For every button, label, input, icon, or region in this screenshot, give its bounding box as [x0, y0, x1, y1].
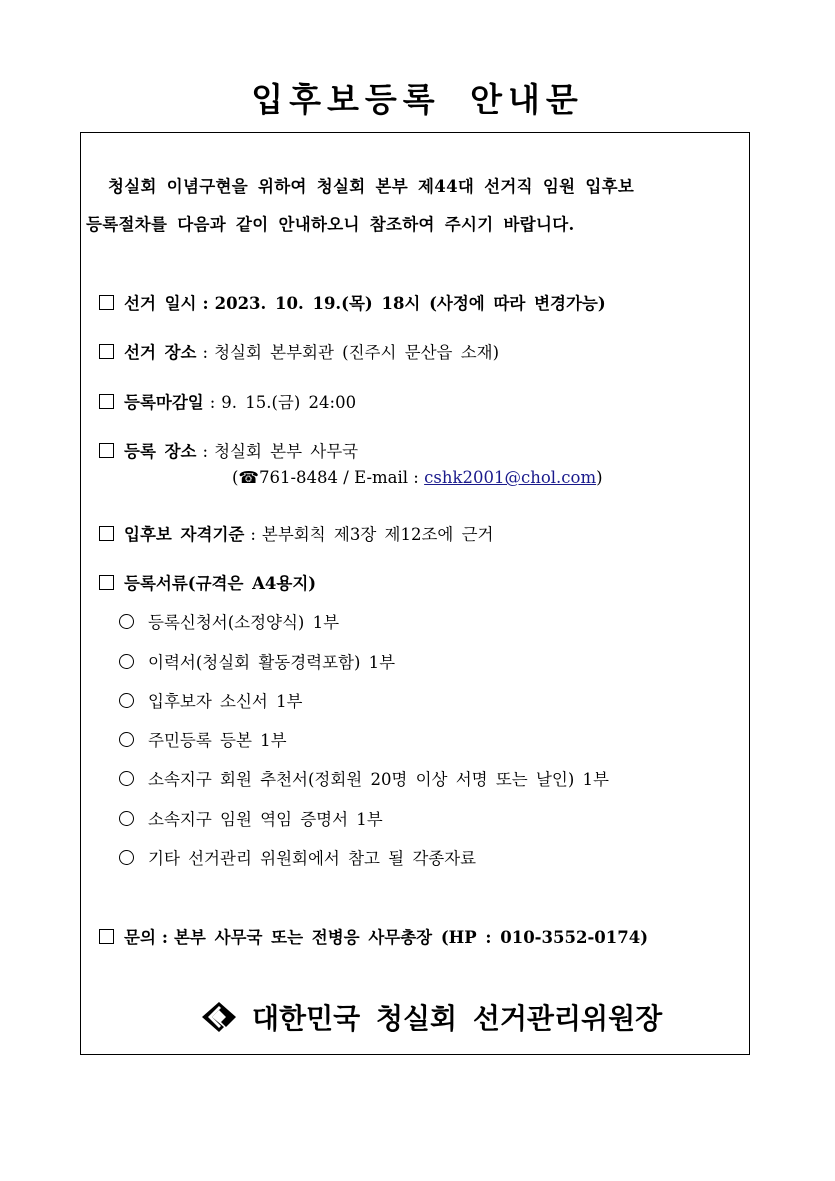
item-label: 등록마감일 [124, 393, 204, 412]
contact-line [232, 468, 603, 487]
email-link[interactable]: cshk2001@chol.com [424, 468, 597, 487]
item-label: 선거 일시 [124, 294, 197, 313]
intro-line-1: 청실회 이념구현을 위하여 청실회 본부 제44대 선거직 임원 입후보 [108, 177, 635, 196]
item-election-date [99, 290, 606, 314]
page-title: 입후보등록 안내문 [251, 80, 584, 119]
circle-bullet-icon [119, 732, 134, 747]
checkbox-icon [99, 575, 114, 590]
circle-bullet-icon [119, 811, 134, 826]
circle-bullet-icon [119, 850, 134, 865]
item-label: 문의 [124, 928, 156, 947]
document-text: 소속지구 임원 역임 증명서 1부 [148, 810, 383, 829]
item-value: 본부회칙 제3장 제12조에 근거 [261, 525, 494, 544]
circle-bullet-icon [119, 771, 134, 786]
document-item [119, 609, 339, 633]
separator: : [202, 442, 209, 461]
document-item [119, 649, 395, 673]
contact-suffix: ) [596, 468, 603, 487]
checkbox-icon [99, 344, 114, 359]
item-label: 등록서류(규격은 A4용지) [124, 574, 317, 593]
circle-bullet-icon [119, 654, 134, 669]
intro-line-2: 등록절차를 다음과 같이 안내하오니 참조하여 주시기 바랍니다. [86, 215, 575, 234]
document-text: 기타 선거관리 위원회에서 참고 될 각종자료 [148, 849, 477, 868]
item-deadline [99, 389, 356, 413]
document-item [119, 688, 303, 712]
document-text: 이력서(청실회 활동경력포함) 1부 [148, 653, 396, 672]
item-value: 2023. 10. 19.(목) 18시 (사정에 따라 변경가능) [214, 294, 606, 313]
item-value: 청실회 본부 사무국 [214, 442, 359, 461]
document-item [119, 845, 476, 869]
document-item [119, 806, 383, 830]
separator: : [209, 393, 216, 412]
checkbox-icon [99, 929, 114, 944]
item-label: 입후보 자격기준 [124, 525, 245, 544]
checkbox-icon [99, 394, 114, 409]
checkbox-icon [99, 526, 114, 541]
checkbox-icon [99, 295, 114, 310]
checkbox-icon [99, 443, 114, 458]
footer-text: 대한민국 청실회 선거관리위원장 [252, 1002, 663, 1035]
circle-bullet-icon [119, 693, 134, 708]
circle-bullet-icon [119, 614, 134, 629]
item-inquiry [99, 924, 648, 948]
item-value: 청실회 본부회관 (진주시 문산읍 소재) [214, 343, 500, 362]
document-item [119, 727, 287, 751]
item-label: 등록 장소 [124, 442, 197, 461]
item-criteria [99, 521, 493, 545]
document-text: 주민등록 등본 1부 [148, 731, 287, 750]
separator: : [202, 294, 209, 313]
document-text: 등록신청서(소정양식) 1부 [148, 613, 340, 632]
document-text: 입후보자 소신서 1부 [148, 692, 303, 711]
document-item [119, 766, 609, 790]
item-election-place [99, 339, 499, 363]
phone-text: (☎761-8484 / E-mail : [232, 468, 425, 487]
document-text: 소속지구 회원 추천서(정회원 20명 이상 서명 또는 날인) 1부 [148, 770, 609, 789]
separator: : [161, 928, 168, 947]
org-logo-icon [198, 998, 240, 1036]
item-label: 선거 장소 [124, 343, 197, 362]
signature-line [198, 997, 662, 1037]
item-registration-place [99, 438, 358, 462]
item-documents [99, 570, 316, 594]
separator: : [250, 525, 256, 544]
item-value: 본부 사무국 또는 전병응 사무총장 (HP : 010-3552-0174) [173, 928, 649, 947]
item-value: 9. 15.(금) 24:00 [221, 393, 357, 412]
separator: : [202, 343, 209, 362]
